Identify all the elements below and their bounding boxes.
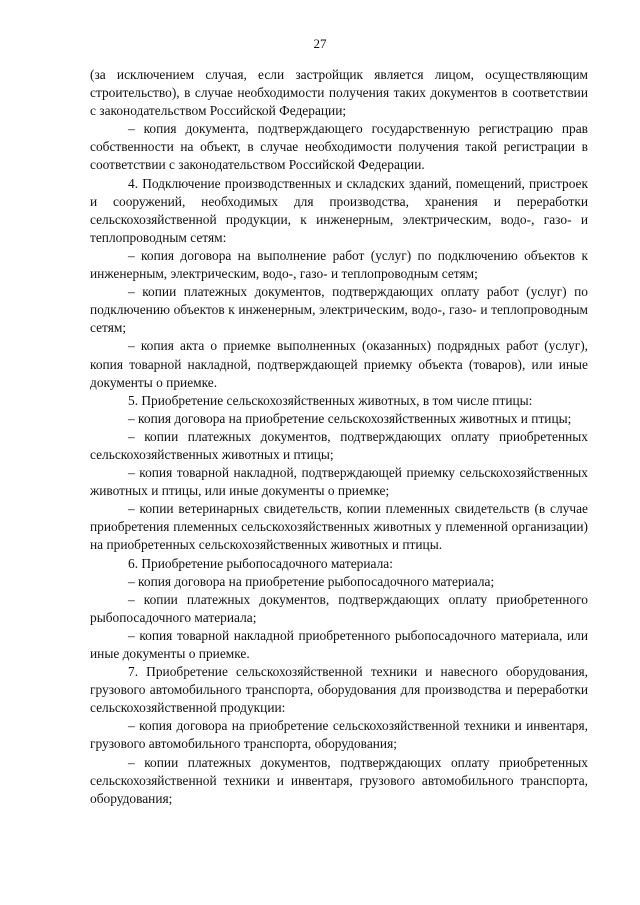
paragraph: 5. Приобретение сельскохозяйственных животных, в том числе птицы: [128, 392, 533, 408]
paragraph: 4. Подключение производственных и складских зданий, помещений, пристроек и сооружений, необходимых для производства, хранения и переработки сельскохозяйственной продукции, к инженерным, электрическим, водо-, газо- и теплопроводным сетям: [90, 175, 588, 245]
list-item: – копия акта о приемке выполненных (оказанных) подрядных работ (услуг), копия товарной накладной, подтверждающей приемку объекта (товаров), или иные документы о приемке. [90, 338, 588, 390]
paragraph: (за исключением случая, если застройщик является лицом, осуществляющим строительство), в случае необходимости получения таких документов в соответствии с законодательством Российской Федерации; [90, 67, 588, 119]
list-item: – копии ветеринарных свидетельств, копии племенных свидетельств (в случае приобретения племенных сельскохозяйственных животных у племенной организации) на приобретенных сельскохозяйственных животных и птицы. [90, 501, 588, 553]
list-item: – копия договора на приобретение сельскохозяйственной техники и инвентаря, грузового автомобильного транспорта, оборудования; [90, 718, 588, 752]
paragraph: – копия документа, подтверждающего государственную регистрацию прав собственности на объект, в случае необходимости получения такой регистрации в соответствии с законодательством Российской Федерации. [90, 121, 588, 173]
list-item: – копия товарной накладной, подтверждающей приемку сельскохозяйственных животных и птицы, или иные документы о приемке; [90, 465, 588, 499]
list-item: – копия товарной накладной приобретенного рыбопосадочного материала, или иные документы о приемке. [90, 627, 588, 661]
list-item: – копии платежных документов, подтверждающих оплату приобретенных сельскохозяйственных животных и птицы; [90, 428, 588, 462]
paragraph: 6. Приобретение рыбопосадочного материала: [128, 555, 393, 571]
document-body [90, 66, 588, 808]
list-item: – копия договора на выполнение работ (услуг) по подключению объектов к инженерным, электрическим, водо-, газо- и теплопроводным сетям; [90, 247, 588, 282]
list-item: – копия договора на приобретение рыбопосадочного материала; [128, 573, 495, 589]
page-number: 27 [313, 36, 327, 51]
list-item: – копия договора на приобретение сельскохозяйственных животных и птицы; [128, 410, 572, 426]
list-item: – копии платежных документов, подтверждающих оплату работ (услуг) по подключению объектов к инженерным, электрическим, водо-, газо- и теплопроводным сетям; [90, 284, 588, 336]
list-item: – копии платежных документов, подтверждающих оплату приобретенного рыбопосадочного материала; [90, 591, 588, 625]
list-item: – копии платежных документов, подтверждающих оплату приобретенных сельскохозяйственной техники и инвентаря, грузового автомобильного транспорта, оборудования; [90, 754, 588, 806]
paragraph: 7. Приобретение сельскохозяйственной техники и навесного оборудования, грузового автомобильного транспорта, оборудования для производства и переработки сельскохозяйственной продукции: [90, 664, 588, 716]
